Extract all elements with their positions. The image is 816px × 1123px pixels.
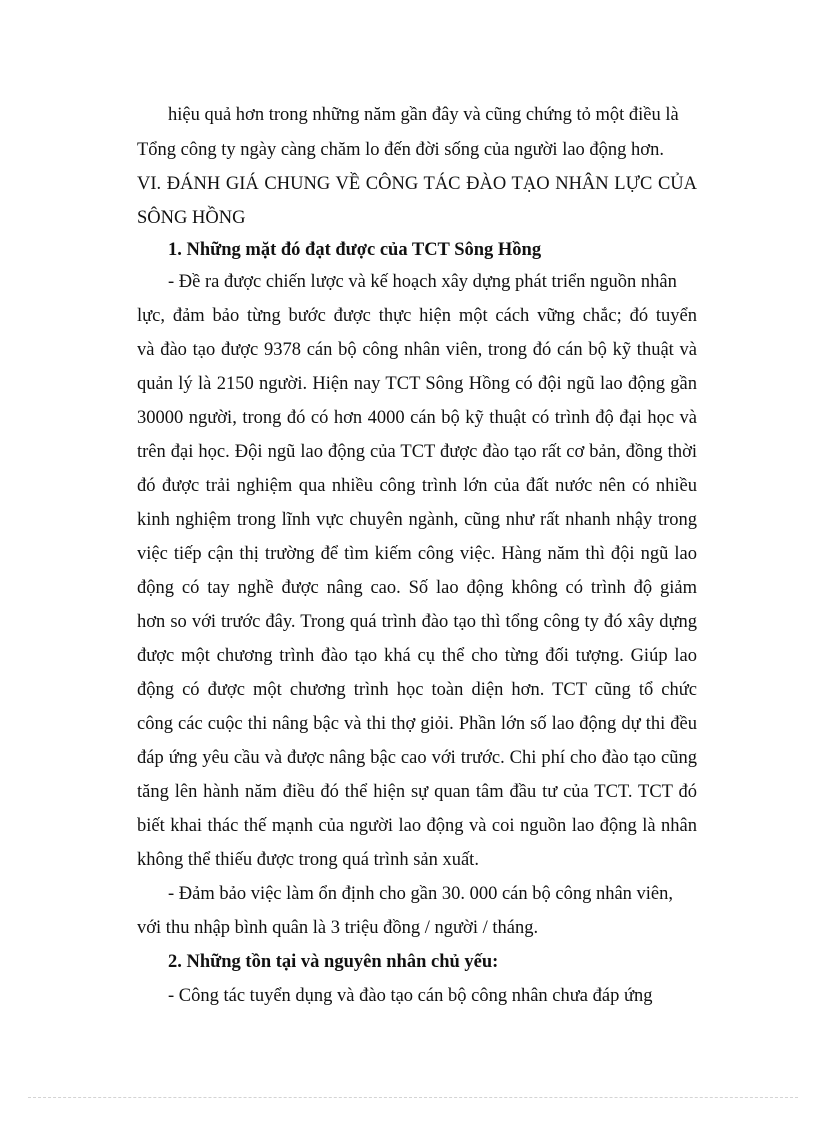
paragraph-line: động có tay nghề được nâng cao. Số lao động không có trình độ giảm bbox=[137, 578, 697, 598]
paragraph-line: - Đảm bảo việc làm ổn định cho gần 30. 000 cán bộ công nhân viên, bbox=[168, 884, 674, 904]
paragraph-line: - Công tác tuyển dụng và đào tạo cán bộ công nhân chưa đáp ứng bbox=[168, 986, 653, 1006]
paragraph-line: với thu nhập bình quân là 3 triệu đồng / người / tháng. bbox=[137, 918, 539, 938]
paragraph-line: hiệu quả hơn trong những năm gần đây và cũng chứng tỏ một điều là bbox=[168, 105, 679, 125]
subsection-heading: 1. Những mặt đó đạt được của TCT Sông Hồng bbox=[168, 240, 542, 260]
paragraph-line: đáp ứng yêu cầu và được nâng bậc cao với trước. Chi phí cho đào tạo cũng bbox=[137, 748, 697, 768]
paragraph-line: động có được một chương trình học toàn diện hơn. TCT cũng tổ chức bbox=[137, 680, 697, 700]
section-heading-line: SÔNG HỒNG bbox=[137, 208, 246, 228]
paragraph-line: hơn so với trước đây. Trong quá trình đào tạo thì tổng công ty đó xây dựng bbox=[137, 612, 697, 632]
paragraph-line: trên đại học. Đội ngũ lao động của TCT được đào tạo rất cơ bản, đồng thời bbox=[137, 442, 697, 462]
subsection-heading: 2. Những tồn tại và nguyên nhân chủ yếu: bbox=[168, 952, 499, 972]
paragraph-line: Tổng công ty ngày càng chăm lo đến đời sống của người lao động hơn. bbox=[137, 140, 664, 160]
paragraph-line: việc tiếp cận thị trường để tìm kiếm công việc. Hàng năm thì đội ngũ lao bbox=[137, 544, 697, 564]
paragraph-line: đó được trải nghiệm qua nhiều công trình lớn của đất nước nên có nhiều bbox=[137, 476, 697, 496]
paragraph-line: và đào tạo được 9378 cán bộ công nhân viên, trong đó cán bộ kỹ thuật và bbox=[137, 340, 697, 360]
paragraph-line: được một chương trình đào tạo khá cụ thể cho từng đối tượng. Giúp lao bbox=[137, 646, 697, 666]
paragraph-line: quản lý là 2150 người. Hiện nay TCT Sông Hồng có đội ngũ lao động gần bbox=[137, 374, 697, 394]
page-bottom-rule bbox=[28, 1097, 798, 1098]
section-heading-line: VI. ĐÁNH GIÁ CHUNG VỀ CÔNG TÁC ĐÀO TẠO NHÂN LỰC CỦA bbox=[137, 174, 697, 194]
paragraph-line: biết khai thác thế mạnh của người lao động và coi nguồn lao động là nhân bbox=[137, 816, 697, 836]
paragraph-line: không thể thiếu được trong quá trình sản xuất. bbox=[137, 850, 479, 870]
paragraph-line: 30000 người, trong đó có hơn 4000 cán bộ kỹ thuật có trình độ đại học và bbox=[137, 408, 697, 428]
paragraph-line: kinh nghiệm trong lĩnh vực chuyên ngành, cũng như rất nhanh nhậy trong bbox=[137, 510, 697, 530]
paragraph-line: tăng lên hành năm điều đó thể hiện sự quan tâm đầu tư của TCT. TCT đó bbox=[137, 782, 697, 802]
paragraph-line: lực, đảm bảo từng bước được thực hiện một cách vững chắc; đó tuyển bbox=[137, 306, 697, 326]
paragraph-line: - Đề ra được chiến lược và kế hoạch xây dựng phát triển nguồn nhân bbox=[168, 272, 677, 292]
paragraph-line: công các cuộc thi nâng bậc và thi thợ giỏi. Phần lớn số lao động dự thi đều bbox=[137, 714, 697, 734]
